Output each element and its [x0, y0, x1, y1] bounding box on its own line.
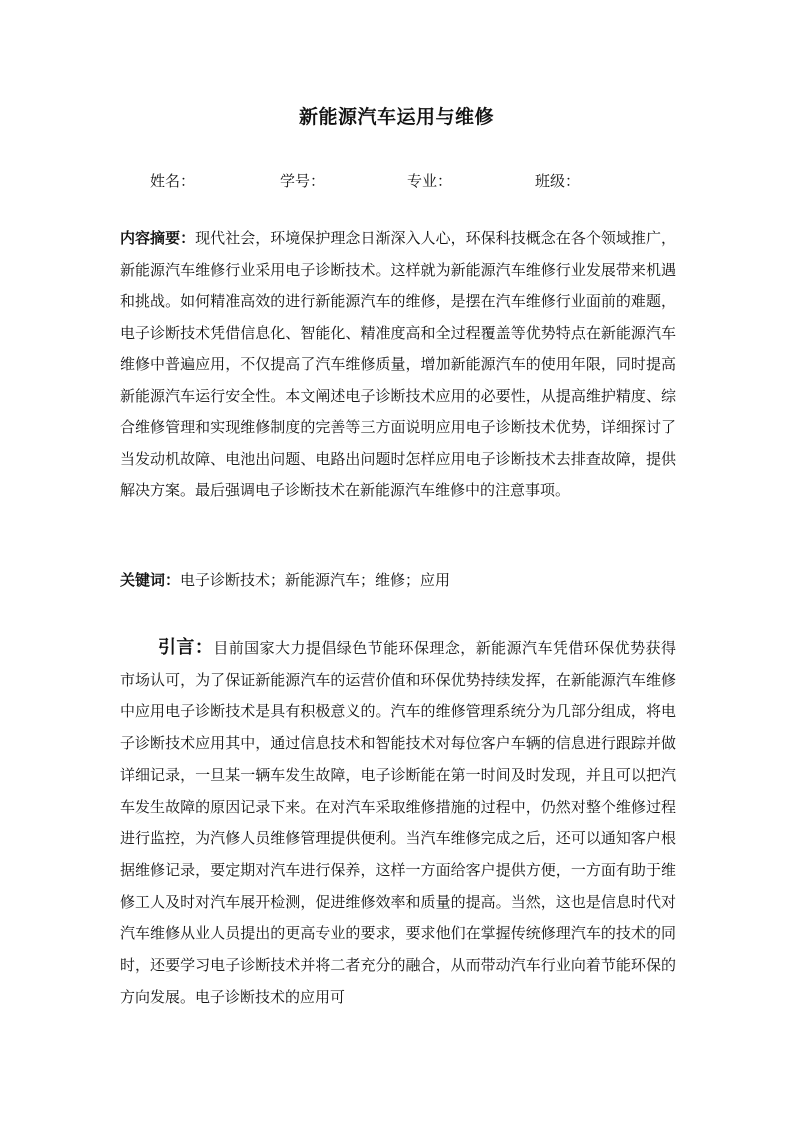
abstract-label: 内容摘要：: [120, 229, 196, 247]
keywords-label: 关键词：: [120, 571, 181, 589]
abstract-text: 现代社会，环境保护理念日渐深入人心，环保科技概念在各个领域推广，新能源汽车维修行业采用电子诊断技术。这样就为新能源汽车维修行业发展带来机遇和挑战。如何精准高效的进行新能源汽车的维修，是摆在汽车维修行业面前的难题，电子诊断技术凭借信息化、智能化、精准度高和全过程覆盖等优势特点在新能源汽车维修中普遍应用，不仅提高了汽车维修质量，增加新能源汽车的使用年限，同时提高新能源汽车运行安全性。本文阐述电子诊断技术应用的必要性，从提高维护精度、综合维修管理和实现维修制度的完善等三方面说明应用电子诊断技术优势，详细探讨了当发动机故障、电池出问题、电路出问题时怎样应用电子诊断技术去排查故障，提供解决方案。最后强调电子诊断技术在新能源汽车维修中的注意事项。: [120, 229, 676, 499]
page-title: 新能源汽车运用与维修: [298, 106, 494, 128]
class-label: 班级：: [535, 172, 581, 190]
major-label: 专业：: [407, 172, 453, 190]
introduction-text: 目前国家大力提倡绿色节能环保理念，新能源汽车凭借环保优势获得市场认可，为了保证新能源汽车的运营价值和环保优势持续发挥，在新能源汽车维修中应用电子诊断技术是具有积极意义的。汽车的维修管理系统分为几部分组成，将电子诊断技术应用其中，通过信息技术和智能技术对每位客户车辆的信息进行跟踪并做详细记录，一旦某一辆车发生故障，电子诊断能在第一时间及时发现，并且可以把汽车发生故障的原因记录下来。在对汽车采取维修措施的过程中，仍然对整个维修过程进行监控，为汽修人员维修管理提供便利。当汽车维修完成之后，还可以通知客户根据维修记录，要定期对汽车进行保养，这样一方面给客户提供方便，一方面有助于维修工人及时对汽车展开检测，促进维修效率和质量的提高。当然，这也是信息时代对汽车维修从业人员提出的更高专业的要求，要求他们在掌握传统修理汽车的技术的同时，还要学习电子诊断技术并将二者充分的融合，从而带动汽车行业向着节能环保的方向发展。电子诊断技术的应用可: [120, 639, 676, 1006]
introduction-paragraph: [120, 632, 676, 1013]
abstract-paragraph: [120, 223, 676, 507]
name-label: 姓名：: [150, 172, 196, 190]
keywords-text: 电子诊断技术；新能源汽车；维修；应用: [180, 571, 451, 589]
student-id-label: 学号：: [280, 172, 326, 190]
keywords-paragraph: [120, 565, 676, 596]
student-info-row: [0, 170, 793, 194]
introduction-label: 引言：: [158, 637, 214, 658]
